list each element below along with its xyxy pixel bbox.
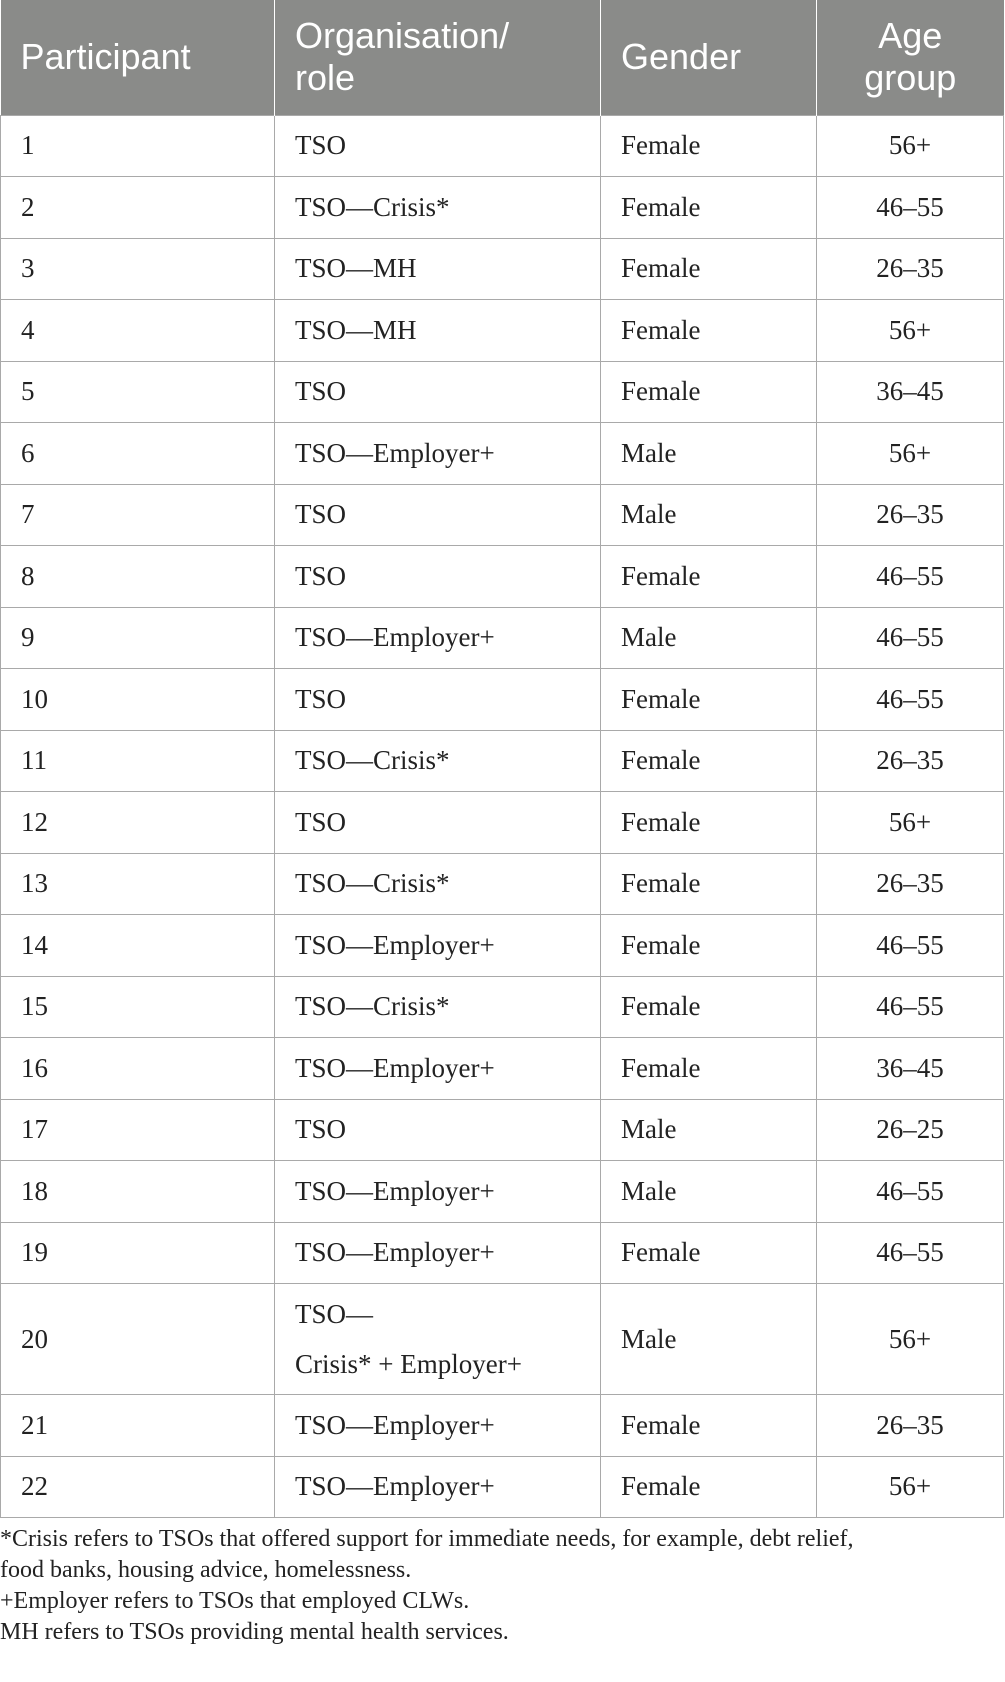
organisation-cell <box>275 1284 601 1395</box>
age-group-cell: 56+ <box>817 115 1004 177</box>
age-group-cell: 46–55 <box>817 607 1004 669</box>
table-row <box>1 1456 1004 1518</box>
table-row <box>1 1161 1004 1223</box>
table-row <box>1 423 1004 485</box>
header-row <box>1 0 1004 115</box>
table-row <box>1 484 1004 546</box>
organisation-cell: TSO—Employer+ <box>275 607 601 669</box>
table-row <box>1 915 1004 977</box>
table-row <box>1 177 1004 239</box>
gender-cell: Female <box>601 546 817 608</box>
gender-cell: Female <box>601 1222 817 1284</box>
header-organisation-line1: Organisation/ <box>295 15 510 57</box>
participant-cell: 17 <box>1 1099 275 1161</box>
gender-cell: Female <box>601 669 817 731</box>
age-group-cell: 46–55 <box>817 177 1004 239</box>
organisation-cell: TSO—Employer+ <box>275 1222 601 1284</box>
header-age-group <box>817 0 1004 115</box>
organisation-cell: TSO—Employer+ <box>275 1395 601 1457</box>
age-group-cell: 46–55 <box>817 976 1004 1038</box>
table-row <box>1 1395 1004 1457</box>
table-row <box>1 1222 1004 1284</box>
table-row <box>1 730 1004 792</box>
organisation-cell: TSO <box>275 546 601 608</box>
participant-cell: 22 <box>1 1456 275 1518</box>
gender-cell: Male <box>601 484 817 546</box>
participant-cell: 19 <box>1 1222 275 1284</box>
header-organisation <box>275 0 601 115</box>
participant-cell: 11 <box>1 730 275 792</box>
participant-cell: 14 <box>1 915 275 977</box>
participant-cell: 5 <box>1 361 275 423</box>
organisation-cell: TSO—Employer+ <box>275 1161 601 1223</box>
participant-cell: 3 <box>1 238 275 300</box>
gender-cell: Female <box>601 730 817 792</box>
participant-cell: 21 <box>1 1395 275 1457</box>
age-group-cell: 26–25 <box>817 1099 1004 1161</box>
organisation-cell: TSO <box>275 484 601 546</box>
organisation-cell: TSO <box>275 115 601 177</box>
gender-cell: Female <box>601 976 817 1038</box>
table-footnotes <box>0 1524 1000 1648</box>
age-group-cell: 46–55 <box>817 1222 1004 1284</box>
gender-cell: Male <box>601 607 817 669</box>
table-row <box>1 669 1004 731</box>
age-group-cell: 56+ <box>817 423 1004 485</box>
age-group-cell: 26–35 <box>817 853 1004 915</box>
header-age-line2: group <box>864 57 957 99</box>
table-header <box>1 0 1004 115</box>
organisation-cell: TSO—Employer+ <box>275 1038 601 1100</box>
participant-cell: 1 <box>1 115 275 177</box>
table-row <box>1 546 1004 608</box>
gender-cell: Male <box>601 1284 817 1395</box>
header-participant: Participant <box>1 0 275 115</box>
participant-cell: 7 <box>1 484 275 546</box>
age-group-cell: 46–55 <box>817 1161 1004 1223</box>
table-body <box>1 115 1004 1518</box>
participant-cell: 13 <box>1 853 275 915</box>
table-row <box>1 976 1004 1038</box>
gender-cell: Female <box>601 1456 817 1518</box>
age-group-cell: 36–45 <box>817 1038 1004 1100</box>
participant-cell: 12 <box>1 792 275 854</box>
organisation-cell-line2: Crisis* + Employer+ <box>295 1349 522 1379</box>
footnote-employer: +Employer refers to TSOs that employed CLWs. <box>0 1588 470 1614</box>
header-gender: Gender <box>601 0 817 115</box>
age-group-cell: 26–35 <box>817 730 1004 792</box>
gender-cell: Female <box>601 853 817 915</box>
participant-cell: 16 <box>1 1038 275 1100</box>
age-group-cell: 26–35 <box>817 1395 1004 1457</box>
gender-cell: Female <box>601 300 817 362</box>
organisation-cell: TSO—MH <box>275 238 601 300</box>
participant-cell: 4 <box>1 300 275 362</box>
header-age-line1: Age <box>878 15 943 57</box>
organisation-cell: TSO—Crisis* <box>275 177 601 239</box>
table-row <box>1 361 1004 423</box>
organisation-cell: TSO—Crisis* <box>275 853 601 915</box>
age-group-cell: 56+ <box>817 300 1004 362</box>
organisation-cell: TSO—Employer+ <box>275 1456 601 1518</box>
table-row <box>1 1038 1004 1100</box>
participant-cell: 10 <box>1 669 275 731</box>
table-row <box>1 1284 1004 1395</box>
organisation-cell: TSO <box>275 669 601 731</box>
participant-cell: 2 <box>1 177 275 239</box>
age-group-cell: 56+ <box>817 1456 1004 1518</box>
table-row <box>1 792 1004 854</box>
organisation-cell: TSO—Employer+ <box>275 915 601 977</box>
table-row <box>1 115 1004 177</box>
gender-cell: Female <box>601 115 817 177</box>
organisation-cell: TSO—Employer+ <box>275 423 601 485</box>
footnote-crisis-line1: *Crisis refers to TSOs that offered support for immediate needs, for example, debt relief, <box>0 1526 854 1552</box>
age-group-cell: 56+ <box>817 792 1004 854</box>
footnote-crisis-line2: food banks, housing advice, homelessness. <box>0 1557 412 1583</box>
organisation-cell-line1: TSO— <box>295 1299 374 1329</box>
gender-cell: Female <box>601 238 817 300</box>
age-group-cell: 56+ <box>817 1284 1004 1395</box>
gender-cell: Female <box>601 177 817 239</box>
age-group-cell: 26–35 <box>817 238 1004 300</box>
participant-cell: 20 <box>1 1284 275 1395</box>
age-group-cell: 46–55 <box>817 546 1004 608</box>
footnote-mh: MH refers to TSOs providing mental health services. <box>0 1619 509 1645</box>
table-row <box>1 1099 1004 1161</box>
gender-cell: Female <box>601 1395 817 1457</box>
participant-cell: 18 <box>1 1161 275 1223</box>
gender-cell: Female <box>601 915 817 977</box>
age-group-cell: 26–35 <box>817 484 1004 546</box>
table-row <box>1 853 1004 915</box>
table-row <box>1 300 1004 362</box>
gender-cell: Male <box>601 1099 817 1161</box>
age-group-cell: 46–55 <box>817 669 1004 731</box>
gender-cell: Female <box>601 792 817 854</box>
table-row <box>1 607 1004 669</box>
age-group-cell: 46–55 <box>817 915 1004 977</box>
organisation-cell: TSO—Crisis* <box>275 730 601 792</box>
organisation-cell: TSO <box>275 361 601 423</box>
gender-cell: Male <box>601 423 817 485</box>
header-organisation-line2: role <box>295 57 356 99</box>
participant-cell: 6 <box>1 423 275 485</box>
participant-cell: 15 <box>1 976 275 1038</box>
table-row <box>1 238 1004 300</box>
organisation-cell: TSO—Crisis* <box>275 976 601 1038</box>
organisation-cell: TSO <box>275 1099 601 1161</box>
gender-cell: Male <box>601 1161 817 1223</box>
gender-cell: Female <box>601 1038 817 1100</box>
organisation-cell: TSO—MH <box>275 300 601 362</box>
gender-cell: Female <box>601 361 817 423</box>
participant-cell: 9 <box>1 607 275 669</box>
organisation-cell: TSO <box>275 792 601 854</box>
participant-cell: 8 <box>1 546 275 608</box>
age-group-cell: 36–45 <box>817 361 1004 423</box>
